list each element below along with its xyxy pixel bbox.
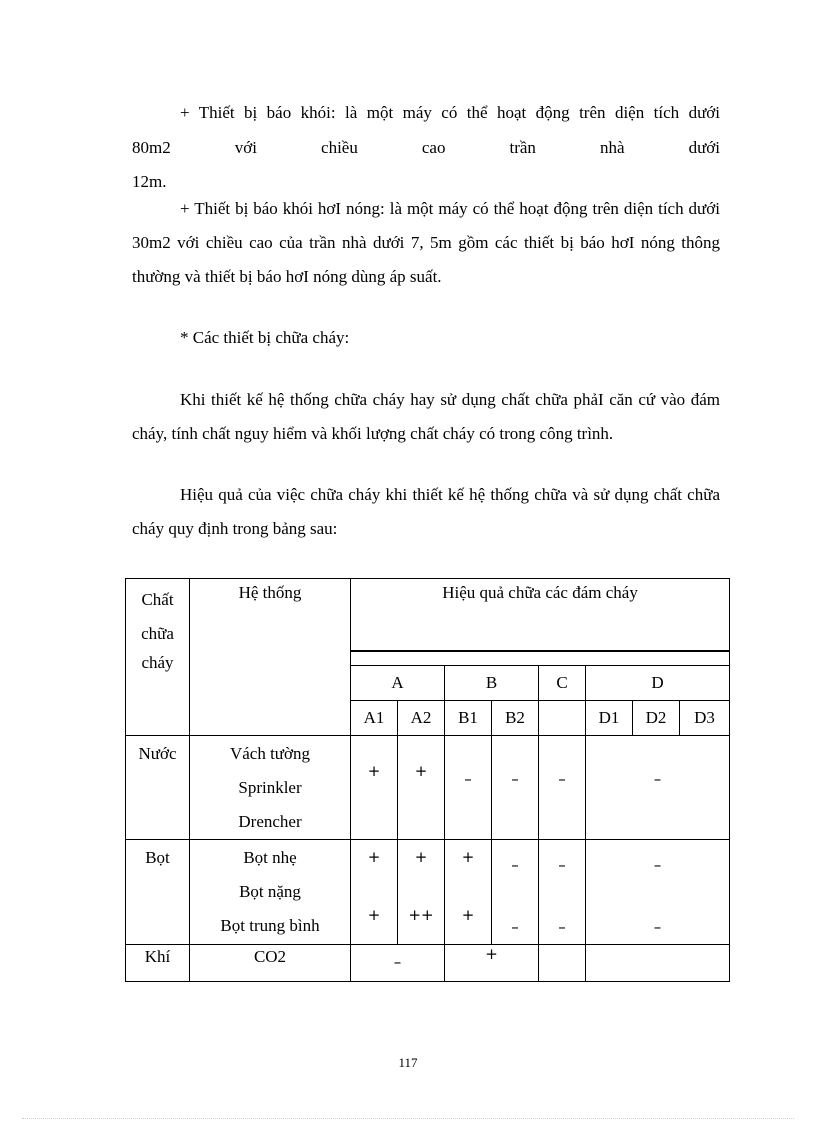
foam-a1 — [351, 839, 398, 944]
sub-b2: B2 — [492, 700, 539, 735]
water-agent: Nước — [126, 735, 190, 839]
header-agent-line3: cháy — [126, 651, 190, 735]
foam-d — [586, 839, 730, 944]
sub-a2: A2 — [398, 700, 445, 735]
water-system-1: Vách tường — [229, 743, 311, 763]
paragraph-design-note: Khi thiết kế hệ thống chữa cháy hay sử dụng chất chữa phảI căn cứ vào đám cháy, tính chất nguy hiểm và khối lượng chất cháy có trong công trình. — [132, 390, 720, 443]
sub-d2: D2 — [633, 700, 680, 735]
foam-b2-medium: – — [511, 917, 519, 936]
foam-b1-light: + — [461, 847, 475, 866]
paragraph-smoke-detector-line2: 80m2 với chiều cao trần nhà dưới 12m. — [132, 138, 720, 191]
gas-b: + — [445, 944, 539, 981]
foam-d-medium: – — [653, 917, 662, 936]
foam-a1-medium: + — [367, 905, 381, 924]
paragraph-table-intro: Hiệu quả của việc chữa cháy khi thiết kế hệ thống chữa và sử dụng chất chữa cháy quy định trong bảng sau: — [132, 485, 720, 538]
group-a: A — [351, 665, 445, 700]
water-a1: + — [351, 735, 398, 839]
water-b2: – — [492, 735, 539, 839]
water-system-2: Sprinkler — [238, 777, 302, 797]
foam-system-1: Bọt nhẹ — [243, 847, 297, 867]
foam-b2 — [492, 839, 539, 944]
foam-b1-medium: + — [461, 905, 475, 924]
foam-b1 — [445, 839, 492, 944]
gas-c-blank — [539, 944, 586, 981]
sub-a1: A1 — [351, 700, 398, 735]
header-system-cell: Hệ thống — [190, 579, 351, 652]
water-b1: – — [445, 735, 492, 839]
paragraph-smoke-detector-cont — [132, 131, 720, 199]
paragraph-smoke-detector — [132, 96, 720, 130]
sub-b1: B1 — [445, 700, 492, 735]
foam-system-2: Bọt nặng — [239, 881, 301, 901]
foam-system-3: Bọt trung bình — [220, 915, 320, 935]
foam-c-light: – — [558, 855, 566, 874]
sub-c-blank — [539, 700, 586, 735]
water-d: – — [586, 735, 730, 839]
sub-d1: D1 — [586, 700, 633, 735]
foam-b2-light: – — [511, 855, 519, 874]
sub-d3: D3 — [680, 700, 730, 735]
table-row-foam — [126, 839, 730, 944]
water-a2: + — [398, 735, 445, 839]
water-c: – — [539, 735, 586, 839]
header-spacer — [351, 651, 730, 665]
water-system-3: Drencher — [238, 811, 302, 831]
table-spacer-row — [126, 651, 730, 665]
footer-divider — [22, 1118, 794, 1119]
foam-a2 — [398, 839, 445, 944]
foam-a2-light: + — [414, 847, 428, 866]
table-row-gas — [126, 944, 730, 981]
foam-a1-light: + — [367, 847, 381, 866]
group-c: C — [539, 665, 586, 700]
group-b: B — [445, 665, 539, 700]
header-agent-cell — [126, 579, 190, 652]
foam-a2-medium: ++ — [408, 905, 434, 924]
water-systems — [190, 735, 351, 839]
page-number: 117 — [398, 1055, 418, 1070]
foam-agent: Bọt — [126, 839, 190, 944]
gas-system: CO2 — [190, 944, 351, 981]
foam-c — [539, 839, 586, 944]
paragraph-heat-smoke-detector: + Thiết bị báo khói hơI nóng: là một máy có thể hoạt động trên diện tích dưới 30m2 với chiều cao của trần nhà dưới 7, 5m gồm các thiết bị báo hơI nóng thông thường và thiết bị báo hơI nóng dùng áp suất. — [132, 199, 720, 286]
header-agent-line2: chữa — [141, 624, 174, 643]
table-header-row — [126, 579, 730, 652]
foam-systems — [190, 839, 351, 944]
gas-agent: Khí — [126, 944, 190, 981]
gas-d-blank — [586, 944, 730, 981]
gas-a: – — [351, 944, 445, 981]
paragraph-extinguishers-heading: * Các thiết bị chữa cháy: — [180, 328, 350, 347]
foam-c-medium: – — [558, 917, 566, 936]
header-system-blank — [190, 651, 351, 735]
group-d: D — [586, 665, 730, 700]
header-agent-line1: Chất — [141, 590, 174, 609]
paragraph-smoke-detector-line1: + Thiết bị báo khói: là một máy có thể hoạt động trên diện tích dưới — [180, 103, 720, 122]
table-row-water — [126, 735, 730, 839]
header-effect-cell: Hiệu quả chữa các đám cháy — [351, 579, 730, 652]
fire-effectiveness-table — [125, 578, 730, 982]
foam-d-light: – — [653, 855, 662, 874]
